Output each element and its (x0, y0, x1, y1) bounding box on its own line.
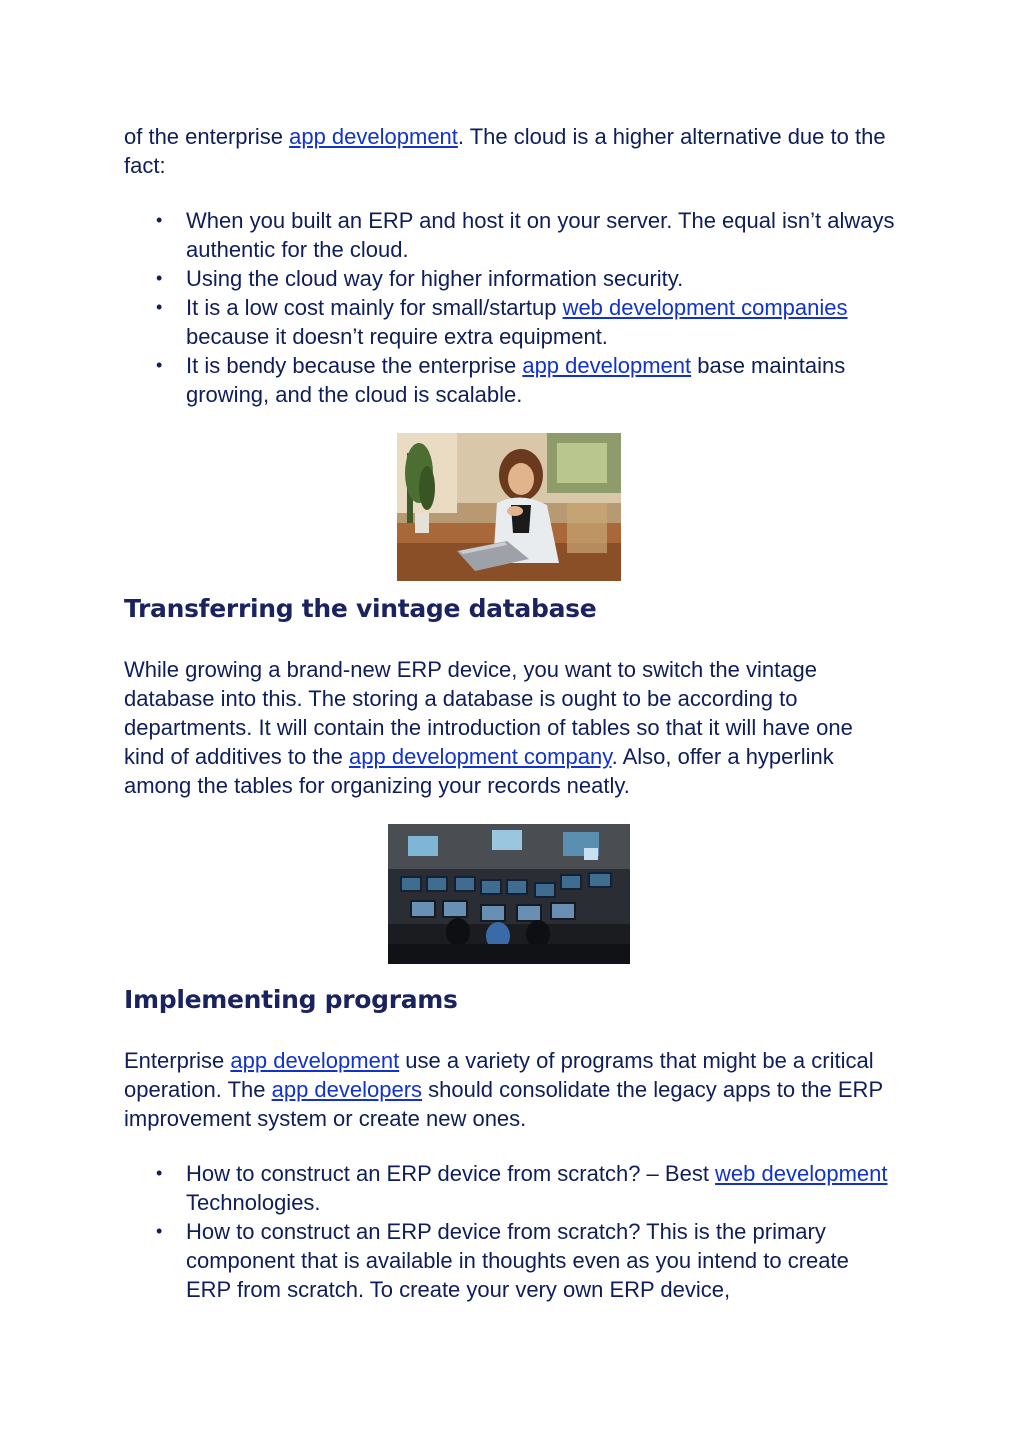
app-development-link[interactable]: app development (230, 1048, 400, 1073)
control-room-photo (388, 824, 630, 964)
document-page (124, 122, 894, 1304)
list-item (156, 293, 896, 351)
app-development-company-link[interactable]: app development company (349, 744, 612, 769)
bullet-icon: • (156, 355, 163, 375)
list-item (156, 351, 896, 409)
web-development-link[interactable]: web development (715, 1161, 888, 1186)
list-item (156, 1159, 896, 1217)
app-development-link[interactable]: app development (289, 124, 458, 149)
erp-list (156, 1159, 896, 1304)
intro-text-end: . The cloud is a higher alternative due to the fact: (124, 124, 886, 178)
list-item (156, 1217, 896, 1304)
list-item-text: base maintains growing, and the cloud is scalable. (186, 353, 846, 407)
benefits-list (156, 206, 896, 409)
section-heading: Implementing programs (124, 985, 458, 1014)
section-paragraph (124, 1046, 894, 1133)
list-item-text: Technologies. (186, 1190, 321, 1215)
list-item-text: When you built an ERP and host it on your server. The equal isn’t always authentic for the cloud. (186, 208, 895, 262)
paragraph-text: Enterprise (124, 1048, 231, 1073)
web-development-companies-link[interactable]: web development companies (562, 295, 848, 320)
app-development-link[interactable]: app development (522, 353, 692, 378)
paragraph-text: While growing a brand-new ERP device, you want to switch the vintage database into this. The storing a database is ought to be according to departments. It will contain the introduction of tables so that it will have one kind of additives to the (124, 657, 853, 769)
list-item-text: How to construct an ERP device from scratch? This is the primary component that is available in thoughts even as you intend to create ERP from scratch. To create your very own ERP device, (186, 1219, 849, 1302)
section-paragraph (124, 655, 894, 800)
woman-laptop-photo (397, 433, 621, 581)
bullet-icon: • (156, 1163, 163, 1183)
paragraph-text: . Also, offer a hyperlink among the tables for organizing your records neatly. (124, 744, 834, 798)
bullet-icon: • (156, 268, 163, 288)
paragraph-text: should consolidate the legacy apps to the ERP improvement system or create new ones. (124, 1077, 883, 1131)
paragraph-text: use a variety of programs that might be a critical operation. The (124, 1048, 874, 1102)
bullet-icon: • (156, 297, 163, 317)
list-item (156, 206, 896, 264)
bullet-icon: • (156, 1221, 163, 1241)
list-item-text: It is a low cost mainly for small/startup (186, 295, 563, 320)
intro-paragraph (124, 122, 894, 180)
list-item-text: because it doesn’t require extra equipment. (186, 324, 608, 349)
list-item (156, 264, 896, 293)
section-heading: Transferring the vintage database (124, 594, 597, 623)
list-item-text: Using the cloud way for higher information security. (186, 266, 684, 291)
intro-text: of the enterprise (124, 124, 290, 149)
app-developers-link[interactable]: app developers (271, 1077, 423, 1102)
list-item-text: It is bendy because the enterprise (186, 353, 523, 378)
bullet-icon: • (156, 210, 163, 230)
list-item-text: How to construct an ERP device from scratch? – Best (186, 1161, 716, 1186)
